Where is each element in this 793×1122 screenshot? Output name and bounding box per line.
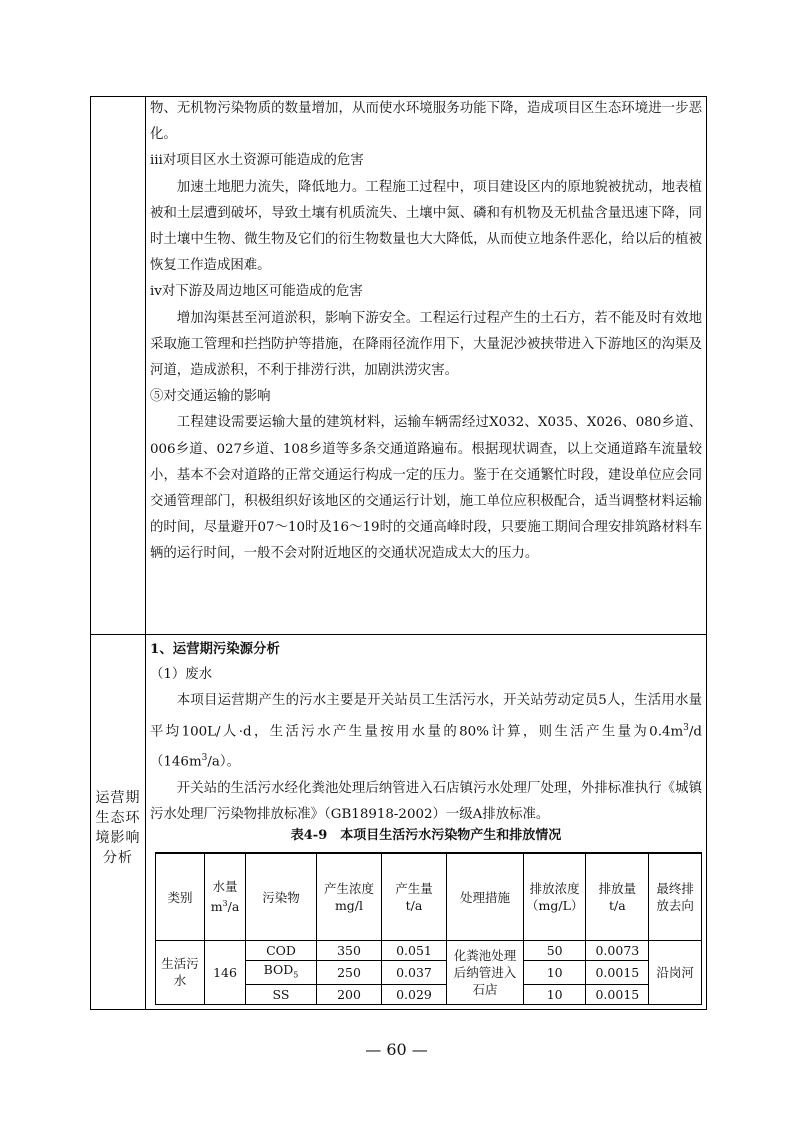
sub-heading: （1）废水 bbox=[150, 667, 213, 683]
cell-dis-conc: 50 bbox=[524, 941, 586, 961]
paragraph: 开关站的生活污水经化粪池处理后纳管进入石店镇污水处理厂处理，外排标准执行《城镇污水处理厂污染物排放标准》（GB18918-2002）一级A排放标准。 bbox=[150, 780, 702, 823]
paragraph: ⅲ对项目区水土资源可能造成的危害 bbox=[150, 153, 364, 169]
section-heading: 1、运营期污染源分析 bbox=[150, 641, 280, 657]
paragraph bbox=[150, 688, 702, 776]
cell-gen-amount: 0.029 bbox=[382, 984, 447, 1004]
text-span: /d（146m bbox=[150, 724, 702, 770]
header-destination: 最终排放去向 bbox=[649, 853, 702, 941]
cell-treatment: 化粪池处理后纳管进入石店 bbox=[447, 941, 524, 1005]
side-label: 运营期生态环境影响分析 bbox=[95, 790, 141, 866]
table-caption: 表4-9 本项目生活污水污染物产生和排放情况 bbox=[290, 828, 562, 843]
header-gen-amount: 产生量 t/a bbox=[382, 853, 447, 941]
header-water-volume: 水量 $m^3/a$ bbox=[205, 853, 246, 941]
cell-gen-conc: 200 bbox=[317, 984, 382, 1004]
cell-water-volume: 146 bbox=[205, 941, 246, 1005]
cell-dis-amount: 0.0015 bbox=[586, 961, 649, 985]
pollutant-table bbox=[155, 852, 702, 1005]
construction-impact-text bbox=[150, 96, 702, 568]
cell-gen-amount: 0.037 bbox=[382, 961, 447, 985]
table-header-row bbox=[156, 853, 702, 941]
table-row bbox=[156, 941, 702, 961]
header-category: 类别 bbox=[156, 853, 205, 941]
cell-gen-conc: 250 bbox=[317, 961, 382, 985]
paragraph: 加速土地肥力流失，降低地力。工程施工过程中，项目建设区内的原地貌被扰动，地表植被和土层遭到破坏，导致土壤有机质流失、土壤中氮、磷和有机物及无机盐含量迅速下降，同时土壤中生物、微生物及它们的衍生物数量也大大降低，从而使立地条件恶化，给以后的植被恢复工作造成困难。 bbox=[150, 179, 702, 274]
header-measure: 处理措施 bbox=[447, 853, 524, 941]
column-divider bbox=[145, 96, 146, 1010]
cell-destination: 沿岗河 bbox=[649, 941, 702, 1005]
paragraph: ⑤对交通运输的影响 bbox=[150, 389, 271, 405]
paragraph: 物、无机物污染物质的数量增加，从而使水环境服务功能下降，造成项目区生态环境进一步恶化。 bbox=[150, 101, 702, 143]
cell-pollutant: SS bbox=[246, 984, 317, 1004]
cell-gen-amount: 0.051 bbox=[382, 941, 447, 961]
superscript: 3 bbox=[683, 722, 689, 733]
cell-dis-amount: 0.0073 bbox=[586, 941, 649, 961]
cell-pollutant: COD bbox=[246, 941, 317, 961]
cell-gen-conc: 350 bbox=[317, 941, 382, 961]
text-span: 本项目运营期产生的污水主要是开关站员工生活污水，开关站劳动定员5人，生活用水量平均100L/人·d，生活污水产生量按用水量的80%计算，则生活产生量为0.4m bbox=[150, 693, 702, 740]
row-divider bbox=[90, 634, 707, 635]
header-pollutant: 污染物 bbox=[246, 853, 317, 941]
text-span: /a）。 bbox=[207, 754, 240, 770]
cell-category: 生活污水 bbox=[156, 941, 205, 1005]
paragraph: 增加沟渠甚至河道淤积，影响下游安全。工程运行过程产生的土石方，若不能及时有效地采取施工管理和拦挡防护等措施，在降雨径流作用下，大量泥沙被挟带进入下游地区的沟渠及河道，造成淤积，不利于排涝行洪，加剧洪涝灾害。 bbox=[150, 310, 702, 379]
paragraph: ⅳ对下游及周边地区可能造成的危害 bbox=[150, 284, 363, 300]
paragraph: 工程建设需要运输大量的建筑材料，运输车辆需经过X032、X035、X026、080乡道、006乡道、027乡道、108乡道等多条交通道路遍布。根据现状调查，以上交通道路车流量较小，基本不会对道路的正常交通运行构成一定的压力。鉴于在交通繁忙时段，建设单位应会同交通管理部门，积极组织好该地区的交通运行计划，施工单位应积极配合，适当调整材料运输的时间，尽量避开07～10时及16～19时的交通高峰时段，只要施工期间合理安排筑路材料车辆的运行时间，一般不会对附近地区的交通状况造成太大的压力。 bbox=[150, 415, 702, 562]
operation-impact-text bbox=[150, 636, 702, 828]
page-number: — 60 — bbox=[365, 1040, 428, 1059]
superscript: 3 bbox=[201, 753, 208, 764]
cell-pollutant: $BOD_5$ bbox=[246, 961, 317, 985]
header-dis-amount: 排放量 t/a bbox=[586, 853, 649, 941]
header-gen-conc: 产生浓度 mg/l bbox=[317, 853, 382, 941]
header-dis-conc: 排放浓度（mg/L） bbox=[524, 853, 586, 941]
cell-dis-conc: 10 bbox=[524, 984, 586, 1004]
cell-dis-conc: 10 bbox=[524, 961, 586, 985]
cell-dis-amount: 0.0015 bbox=[586, 984, 649, 1004]
